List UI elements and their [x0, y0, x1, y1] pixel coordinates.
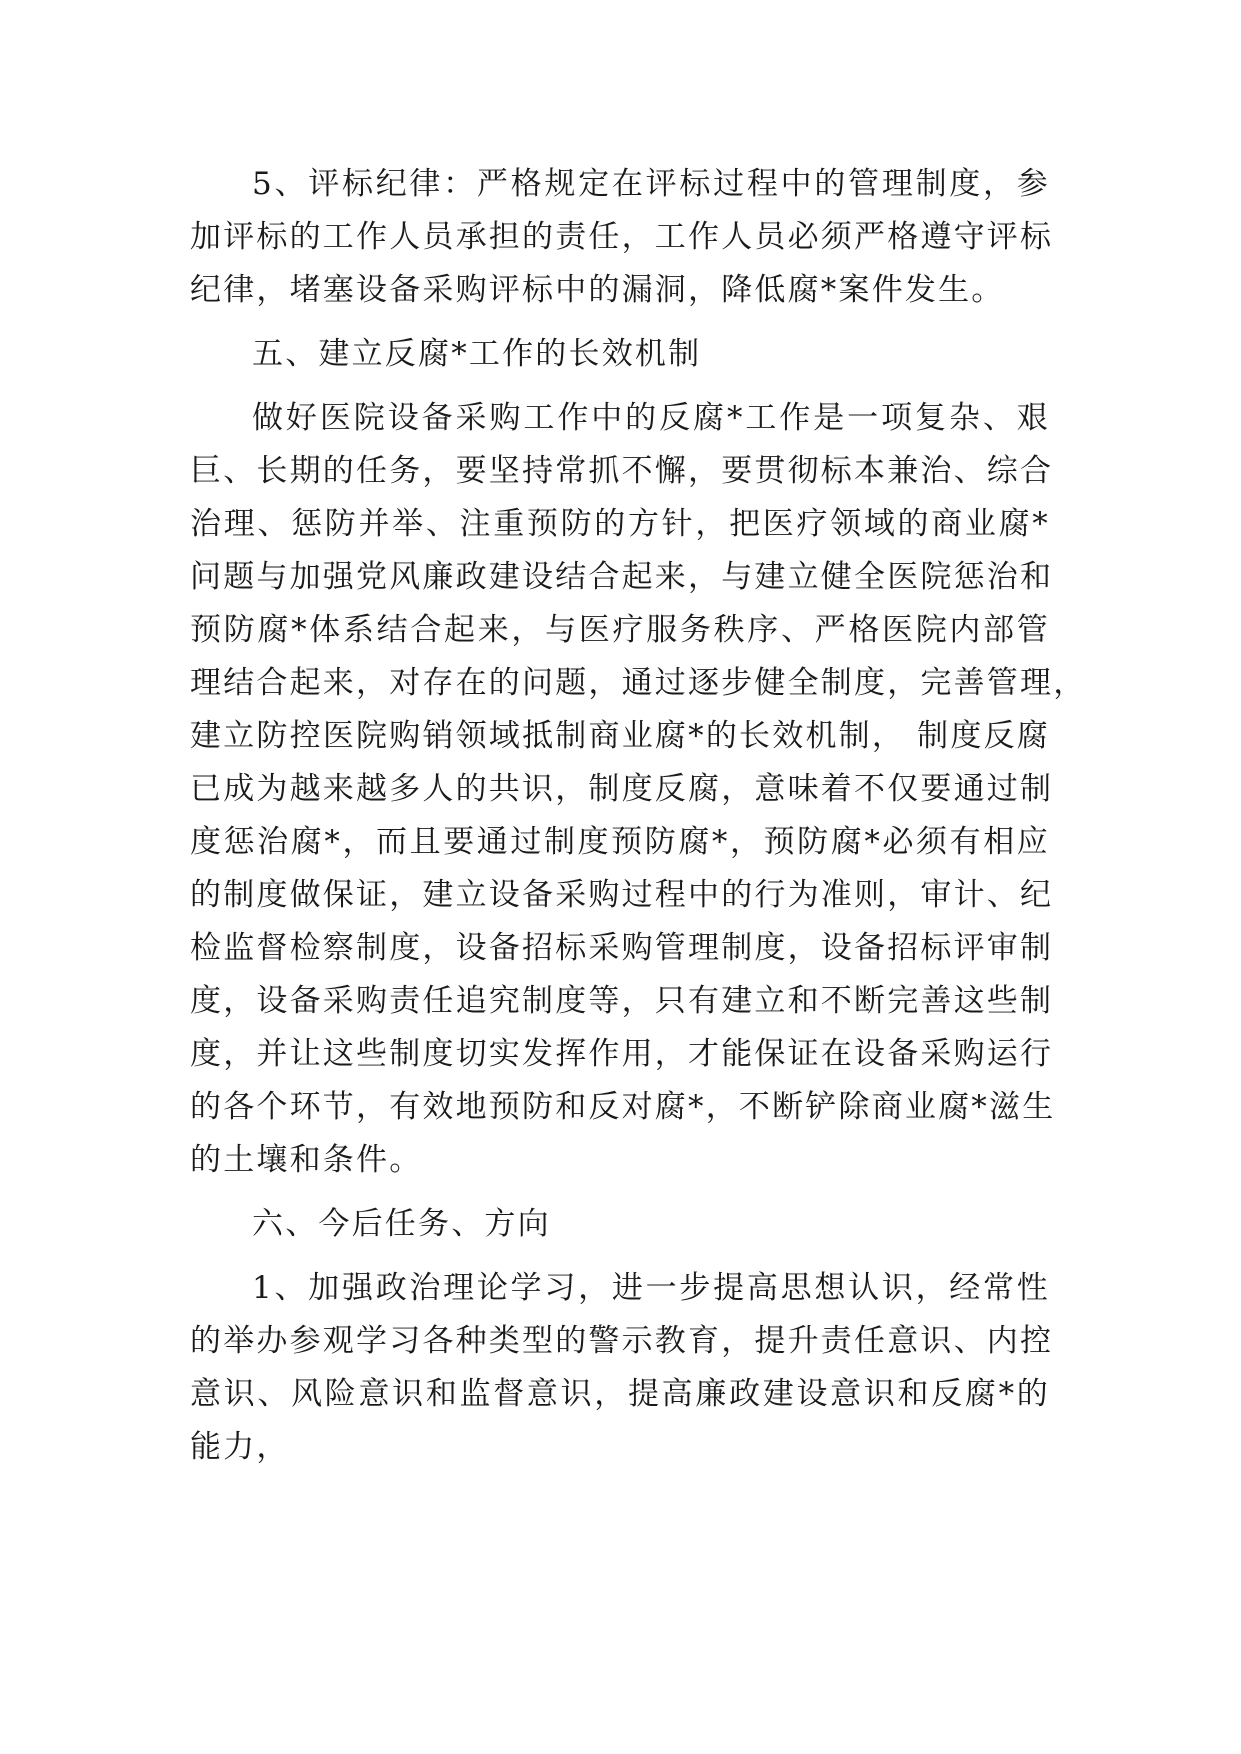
text-line: 建立防控医院购销领域抵制商业腐*的长效机制， 制度反腐 [190, 718, 1050, 754]
text-line: 的各个环节，有效地预防和反对腐*，不断铲除商业腐*滋生 [190, 1089, 1056, 1125]
text-line: 1、加强政治理论学习，进一步提高思想认识，经常性 [252, 1270, 1050, 1306]
paragraph-political-study [190, 1262, 1054, 1474]
section-heading-six [190, 1198, 1050, 1251]
text-line: 问题与加强党风廉政建设结合起来，与建立健全医院惩治和 [190, 559, 1054, 595]
heading-text: 六、今后任务、方向 [252, 1206, 551, 1242]
section-heading-five [190, 328, 1050, 381]
text-line: 巨、长期的任务，要坚持常抓不懈，要贯彻标本兼治、综合 [190, 453, 1054, 489]
text-line: 度惩治腐*，而且要通过制度预防腐*，预防腐*必须有相应 [190, 824, 1050, 860]
paragraph-evaluation-discipline [190, 158, 1054, 317]
text-line: 的土壤和条件。 [190, 1142, 423, 1178]
text-line: 预防腐*体系结合起来，与医疗服务秩序、严格医院内部管 [190, 612, 1050, 648]
text-line: 做好医院设备采购工作中的反腐*工作是一项复杂、艰 [252, 400, 1050, 436]
text-line: 能力， [190, 1429, 290, 1465]
text-line: 的制度做保证，建立设备采购过程中的行为准则，审计、纪 [190, 877, 1054, 913]
text-line: 理结合起来，对存在的问题，通过逐步健全制度，完善管理， [190, 665, 1087, 701]
paragraph-long-term-mechanism [190, 392, 1087, 1187]
text-line: 加评标的工作人员承担的责任，工作人员必须严格遵守评标 [190, 219, 1054, 255]
text-line: 已成为越来越多人的共识，制度反腐，意味着不仅要通过制 [190, 771, 1054, 807]
text-line: 的举办参观学习各种类型的警示教育，提升责任意识、内控 [190, 1323, 1054, 1359]
text-line: 度，设备采购责任追究制度等，只有建立和不断完善这些制 [190, 983, 1054, 1019]
heading-text: 五、建立反腐*工作的长效机制 [252, 336, 702, 372]
text-line: 度，并让这些制度切实发挥作用，才能保证在设备采购运行 [190, 1036, 1054, 1072]
text-line: 意识、风险意识和监督意识，提高廉政建设意识和反腐*的 [190, 1376, 1050, 1412]
text-line: 治理、惩防并举、注重预防的方针，把医疗领域的商业腐* [190, 506, 1050, 542]
text-line: 5、评标纪律：严格规定在评标过程中的管理制度，参 [252, 166, 1050, 202]
text-line: 纪律，堵塞设备采购评标中的漏洞，降低腐*案件发生。 [190, 272, 1005, 308]
text-line: 检监督检察制度，设备招标采购管理制度，设备招标评审制 [190, 930, 1054, 966]
document-body [190, 158, 1087, 1474]
